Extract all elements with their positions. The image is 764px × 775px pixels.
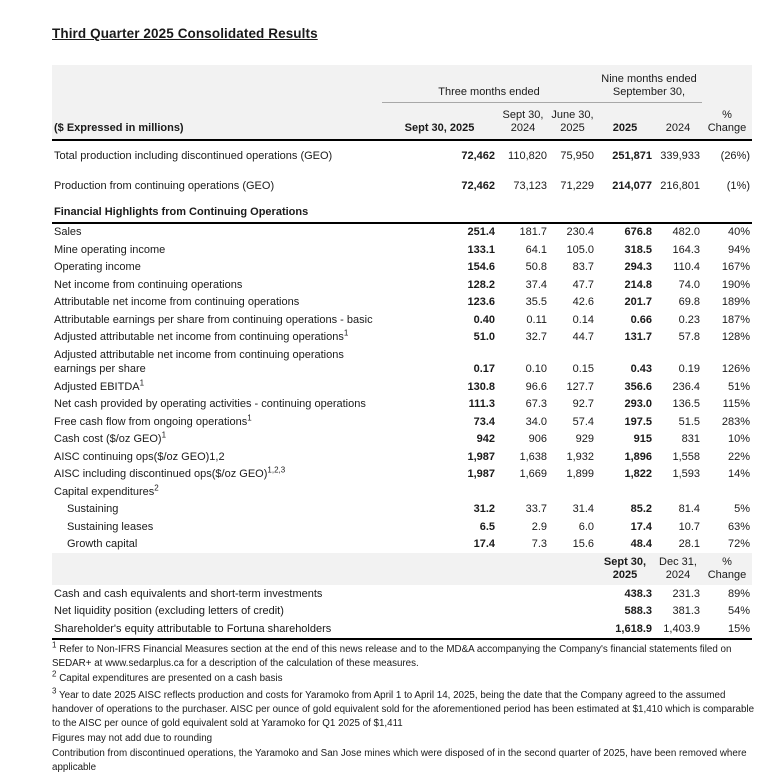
value-cell: 283% [721,415,750,428]
row-label [52,536,382,554]
footnote-1 [52,640,758,671]
row-label-text: Adjusted attributable net income from continuing operations earnings per share [54,348,344,375]
value-cell [654,200,702,223]
group-header-spacer [52,65,382,103]
group-header-row [52,65,752,103]
value-cell: 83.7 [572,261,594,273]
row-label-text: Adjusted EBITDA [54,380,140,393]
row-label-text: Cash cost ($/oz GEO) [54,433,162,445]
row-label [52,241,382,259]
row-label-text: Total production including discontinued operations (GEO) [54,150,333,162]
value-cell: 929 [575,433,594,445]
row-label-text: Sales [54,226,82,238]
footnote-text: Capital expenditures are presented on a cash basis [59,672,283,684]
table-row [52,171,752,201]
value-cell: 0.11 [526,313,547,326]
value-cell: 71,229 [560,179,594,192]
table-row [52,223,752,242]
table-row [52,518,752,536]
value-cell [382,200,497,223]
value-cell: 0.19 [678,363,700,375]
value-cell: 105.0 [566,243,594,256]
table-row [52,140,752,171]
value-cell: 28.1 [678,538,700,550]
value-cell: 63% [727,520,750,533]
row-label [52,378,382,396]
value-cell: 96.6 [525,380,547,393]
value-cell [702,200,752,223]
value-cell: 44.7 [572,331,594,343]
sub-header-cell: % Change [702,553,752,585]
table-row [52,276,752,294]
value-cell: 15% [702,620,752,639]
table-row [52,501,752,519]
table-row [52,259,752,277]
value-cell: 6.0 [578,520,594,533]
row-label [52,448,382,466]
row-label [52,620,382,639]
row-label [52,346,382,378]
value-cell: 1,899 [566,468,594,480]
value-cell: 126% [721,363,750,375]
row-label [52,483,382,501]
value-cell: 40% [727,226,750,238]
table-row [52,620,752,639]
value-cell [549,603,596,621]
value-cell: 831 [681,433,700,445]
value-cell: 81.4 [678,503,700,515]
table-row [52,294,752,312]
value-cell: 72% [727,538,750,550]
footnote-reference: 2 [154,482,159,492]
value-cell: 37.4 [525,278,547,291]
value-cell: 356.6 [624,380,652,393]
value-cell: (26%) [720,150,750,162]
table-body [52,140,752,639]
value-cell [382,603,497,621]
value-cell: 74.0 [678,278,700,291]
row-label-text: Net liquidity position (excluding letters of credit) [54,605,284,617]
value-cell: 181.7 [519,226,547,238]
value-cell: 32.7 [525,331,547,343]
value-cell: 0.14 [572,313,594,326]
footnote-number: 2 [52,669,57,679]
value-cell: 294.3 [624,261,652,273]
value-cell: 22% [727,450,750,463]
footnote-reference: 1 [139,377,145,387]
value-cell: 1,638 [519,450,547,463]
value-cell: 251,871 [612,150,652,162]
value-cell: 72,462 [461,179,495,192]
value-cell: 1,618.9 [596,620,654,639]
value-cell: 67.3 [525,398,547,410]
col-header-sept30-2024: Sept 30, 2024 [497,103,549,141]
value-cell: 915 [633,433,652,445]
row-label-text: Adjusted attributable net income from continuing operations [54,331,344,343]
table-row [52,311,752,329]
value-cell: 1,669 [519,468,547,480]
col-header-2025: 2025 [596,103,654,141]
value-cell: 318.5 [624,243,652,256]
value-cell: 6.5 [479,520,495,533]
nine-months-ended-header [596,65,702,103]
table-row [52,448,752,466]
value-cell: 588.3 [624,605,652,617]
sub-header-cell [382,553,497,585]
value-cell [382,585,497,603]
value-cell: 0.43 [630,363,652,375]
col-header-june30-2025: June 30, 2025 [549,103,596,141]
value-cell: 42.6 [572,296,594,308]
row-label [52,294,382,312]
row-label [52,329,382,347]
value-cell: 676.8 [624,226,652,238]
value-cell: 187% [721,313,750,326]
value-cell: 110.4 [673,261,700,273]
row-label [52,311,382,329]
value-cell: 115% [722,398,750,410]
row-label-text: Growth capital [67,538,138,550]
value-cell: 1,593 [672,468,700,480]
footnote-2 [52,669,758,686]
row-label [52,431,382,449]
value-cell: 31.4 [572,503,594,515]
footnote-text: Figures may not add due to rounding [52,732,213,744]
value-cell: 17.4 [630,520,652,533]
value-cell: 231.3 [672,587,700,600]
footnote-text: Year to date 2025 AISC reflects production and costs for Yaramoko from April 1 to April 14, 2025, being the date that the Company agreed to the assumed handover of operations to the purchaser. AISC per ounce of gold equivalent sold for the aforementioned period has been estimated at $1,410 which is comparable to the AISC per ounce of gold equivalent sold at Yaramoko for Q1 2025 of $1,411 [52,689,755,729]
row-label-text: Sustaining [67,503,119,515]
value-cell: 0.23 [678,313,700,326]
col-header-pct-change: % Change [702,103,752,141]
sub-header-cell: Sept 30, 2025 [596,553,654,585]
table-row [52,378,752,396]
row-label-text: Attributable net income from continuing operations [54,296,300,308]
row-label [52,276,382,294]
value-cell [549,200,596,223]
value-cell: 35.5 [525,296,547,308]
nine-months-line1: Nine months ended [601,73,697,85]
footnote-number: 3 [52,686,57,696]
value-cell: 214.8 [624,278,652,291]
value-cell: 92.7 [572,398,594,410]
value-cell: 189% [721,296,750,308]
col-header-sept30-2025: Sept 30, 2025 [382,103,497,141]
row-label [52,553,382,585]
value-cell [382,483,497,501]
value-cell: 190% [721,278,750,291]
value-cell: 906 [528,433,547,445]
value-cell: 214,077 [612,179,652,192]
value-cell: 293.0 [624,398,652,410]
row-label-text: AISC including discontinued ops($/oz GEO) [54,468,268,480]
value-cell: 47.7 [572,278,594,291]
expressed-in-millions-label: ($ Expressed in millions) [52,103,382,141]
value-cell: 123.6 [467,296,495,308]
value-cell [549,585,596,603]
value-cell: 1,403.9 [654,620,702,639]
value-cell: 0.17 [473,363,495,375]
value-cell: 69.8 [678,296,700,308]
nine-months-line2: September 30, [612,86,686,98]
row-label [52,585,382,603]
value-cell: 75,950 [560,150,594,162]
value-cell: 164.3 [672,243,700,256]
value-cell: 230.4 [566,226,594,238]
value-cell [497,200,549,223]
value-cell [382,620,497,639]
table-row [52,536,752,554]
value-cell: 94% [727,243,750,256]
row-label [52,501,382,519]
table-row [52,329,752,347]
group-header-spacer-right [702,65,752,103]
value-cell: 167% [721,261,750,273]
row-label [52,140,382,171]
row-label-text: Mine operating income [54,243,166,256]
row-label [52,396,382,414]
value-cell: 1,558 [672,450,700,463]
value-cell: 128.2 [467,278,495,291]
row-label [52,171,382,201]
table-row [52,466,752,484]
value-cell: 339,933 [660,150,700,162]
table-row [52,346,752,378]
value-cell: 136.5 [672,398,700,410]
footnotes [52,640,758,775]
value-cell [654,483,702,501]
row-label-text: Shareholder's equity attributable to Fortuna shareholders [54,622,332,635]
value-cell: 438.3 [624,587,652,600]
footnote-reference: 1 [161,430,167,440]
row-label-text: Free cash flow from ongoing operations [54,415,248,428]
value-cell: 33.7 [525,503,547,515]
value-cell: 1,822 [624,468,652,480]
value-cell: 0.66 [630,313,652,326]
row-label-text: Net cash provided by operating activities - continuing operations [54,398,366,410]
value-cell: 110,820 [508,150,547,162]
value-cell [497,603,549,621]
row-label-text: Net income from continuing operations [54,278,243,291]
value-cell: 17.4 [473,538,495,550]
column-header-row [52,103,752,141]
value-cell [549,620,596,639]
row-label-text: Attributable earnings per share from continuing operations - basic [54,313,373,326]
footnote-text: Refer to Non-IFRS Financial Measures section at the end of this news release and to the MD&A accompanying the Company's financial statements filed on SEDAR+ at www.sedarplus.ca for a description of the calculation of these measures. [52,643,732,669]
value-cell: 127.7 [566,380,594,393]
table-row [52,413,752,431]
footnote-reference: 1 [343,328,349,338]
value-cell: 0.15 [572,363,594,375]
col-header-2024: 2024 [654,103,702,141]
row-label-text: Financial Highlights from Continuing Operations [54,206,309,218]
sub-header-row [52,553,752,585]
row-label-text: Operating income [54,261,141,273]
page-title: Third Quarter 2025 Consolidated Results [52,26,318,41]
value-cell: 2.9 [531,520,547,533]
row-label-text: Cash and cash equivalents and short-term investments [54,587,323,600]
footnote-reference: 1,2,3 [267,465,286,475]
value-cell [702,483,752,501]
row-label-text: Sustaining leases [67,520,154,533]
value-cell: 54% [727,605,750,617]
table-row [52,483,752,501]
value-cell [497,483,549,501]
value-cell: 10% [727,433,750,445]
value-cell: 381.3 [672,605,700,617]
value-cell: 154.6 [467,261,495,273]
value-cell: 133.1 [467,243,495,256]
value-cell [549,483,596,501]
value-cell: 15.6 [572,538,594,550]
row-label [52,200,382,223]
value-cell: 50.8 [525,261,547,273]
value-cell: 89% [727,587,750,600]
value-cell [596,483,654,501]
value-cell: 51.0 [473,331,495,343]
value-cell: 14% [727,468,750,480]
footnote-note [52,747,758,775]
value-cell: 31.2 [473,503,495,515]
row-label [52,518,382,536]
row-label-text: Capital expenditures [54,485,155,498]
footnote-3 [52,686,758,731]
value-cell: 236.4 [672,380,700,393]
sub-header-cell: Dec 31, 2024 [654,553,702,585]
table-row [52,241,752,259]
table-row [52,396,752,414]
value-cell: 216,801 [660,179,700,192]
value-cell: 64.1 [525,243,547,256]
row-label [52,223,382,242]
value-cell: 7.3 [531,538,547,550]
row-label-text: Production from continuing operations (GEO) [54,179,275,192]
value-cell: 482.0 [672,226,700,238]
value-cell: 5% [734,503,750,515]
value-cell: 128% [721,331,750,343]
value-cell: 73,123 [513,179,547,192]
value-cell: (1%) [726,179,750,192]
value-cell: 48.4 [630,538,652,550]
value-cell: 34.0 [525,415,547,428]
table-header [52,65,752,140]
value-cell: 1,932 [566,450,594,463]
row-label [52,259,382,277]
value-cell: 111.3 [468,398,495,410]
consolidated-results-table [52,65,752,640]
row-label [52,413,382,431]
row-label [52,603,382,621]
table-row [52,603,752,621]
value-cell: 130.8 [467,380,495,393]
value-cell [596,200,654,223]
value-cell: 85.2 [630,503,652,515]
footnote-text: Contribution from discontinued operations, the Yaramoko and San Jose mines which were disposed of in the second quarter of 2025, have been removed where applicable [52,747,747,773]
value-cell: 1,896 [624,450,652,463]
value-cell: 73.4 [473,415,495,428]
footnote-reference: 1 [247,412,252,422]
value-cell: 0.40 [473,313,495,326]
value-cell: 1,987 [467,468,495,480]
value-cell: 57.8 [678,331,700,343]
table-row [52,431,752,449]
value-cell: 72,462 [461,150,495,162]
value-cell [497,620,549,639]
table-row [52,585,752,603]
footnote-note [52,732,758,746]
value-cell: 251.4 [467,226,495,238]
value-cell [497,585,549,603]
section-header-row [52,200,752,223]
value-cell: 51% [727,380,750,393]
sub-header-cell [549,553,596,585]
value-cell: 57.4 [572,415,594,428]
three-months-ended-header: Three months ended [382,65,596,103]
value-cell: 0.10 [525,363,547,375]
value-cell: 201.7 [624,296,652,308]
footnote-number: 1 [52,640,57,650]
row-label-text: AISC continuing ops($/oz GEO)1,2 [54,450,225,463]
value-cell: 1,987 [467,450,495,463]
value-cell: 197.5 [624,415,652,428]
value-cell: 942 [476,433,495,445]
value-cell: 131.7 [624,331,652,343]
value-cell: 10.7 [678,520,700,533]
value-cell: 51.5 [678,415,700,428]
sub-header-cell [497,553,549,585]
row-label [52,466,382,484]
